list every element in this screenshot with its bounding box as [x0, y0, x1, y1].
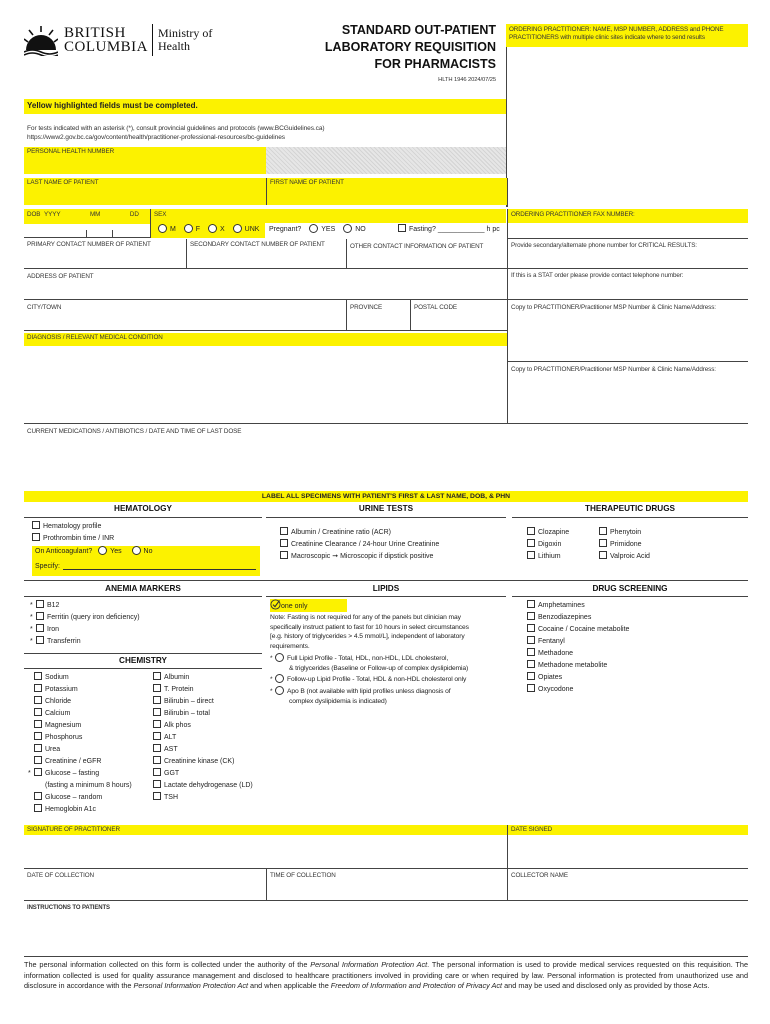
- sex-f-radio[interactable]: F: [184, 226, 200, 233]
- yellow-notice: Yellow highlighted fields must be completed.: [24, 99, 506, 114]
- valproic-acid-checkbox[interactable]: Valproic Acid: [599, 551, 650, 563]
- sodium-checkbox[interactable]: Sodium: [28, 672, 132, 684]
- phn-hatch: [266, 147, 506, 174]
- title-line2: LABORATORY REQUISITION: [324, 40, 496, 54]
- chloride-checkbox[interactable]: Chloride: [28, 696, 132, 708]
- ck-checkbox[interactable]: Creatinine kinase (CK): [153, 756, 253, 768]
- calcium-checkbox[interactable]: Calcium: [28, 708, 132, 720]
- stat-phone-field[interactable]: If this is a STAT order please provide contact telephone number:: [507, 269, 748, 300]
- digoxin-checkbox[interactable]: Digoxin: [527, 539, 569, 551]
- fentanyl-checkbox[interactable]: Fentanyl: [527, 636, 629, 648]
- phn-field[interactable]: PERSONAL HEALTH NUMBER: [24, 147, 266, 174]
- pregnant-no-radio[interactable]: NO: [343, 226, 366, 233]
- drug-screening-list: [527, 600, 629, 696]
- cocaine-checkbox[interactable]: Cocaine / Cocaine metabolite: [527, 624, 629, 636]
- date-signed-field[interactable]: DATE SIGNED: [507, 825, 748, 835]
- phosphorus-checkbox[interactable]: Phosphorus: [28, 732, 132, 744]
- followup-lipid-profile-radio[interactable]: * Follow-up Lipid Profile - Total, HDL & non-HDL cholesterol only: [270, 676, 467, 683]
- hematology-heading: HEMATOLOGY: [24, 504, 262, 518]
- date-of-collection-field[interactable]: DATE OF COLLECTION: [24, 869, 266, 901]
- copy-to-practitioner-2[interactable]: Copy to PRACTITIONER/Practitioner MSP Number & Clinic Name/Address:: [507, 362, 748, 424]
- t-protein-checkbox[interactable]: T. Protein: [153, 684, 253, 696]
- sex-unk-radio[interactable]: UNK: [233, 226, 260, 233]
- hba1c-checkbox[interactable]: Hemoglobin A1c: [28, 804, 132, 816]
- urea-checkbox[interactable]: Urea: [28, 744, 132, 756]
- glucose-random-checkbox[interactable]: Glucose – random: [28, 792, 132, 804]
- ggt-checkbox[interactable]: GGT: [153, 768, 253, 780]
- clozapine-checkbox[interactable]: Clozapine: [527, 527, 569, 539]
- amphetamines-checkbox[interactable]: Amphetamines: [527, 600, 629, 612]
- acr-checkbox[interactable]: Albumin / Creatinine ratio (ACR): [280, 527, 439, 539]
- fax-field[interactable]: ORDERING PRACTITIONER FAX NUMBER:: [507, 209, 748, 223]
- potassium-checkbox[interactable]: Potassium: [28, 684, 132, 696]
- one-only-note: one only: [270, 599, 508, 612]
- title-line1: STANDARD OUT-PATIENT: [341, 23, 496, 37]
- therapeutic-drugs-heading: THERAPEUTIC DRUGS: [512, 504, 748, 518]
- chemistry-heading: CHEMISTRY: [24, 656, 262, 669]
- address-field[interactable]: ADDRESS OF PATIENT: [24, 269, 507, 300]
- specify-field[interactable]: Specify:: [32, 561, 260, 573]
- alk-phos-checkbox[interactable]: Alk phos: [153, 720, 253, 732]
- anticoag-yes-radio[interactable]: Yes: [98, 548, 121, 555]
- methadone-checkbox[interactable]: Methadone: [527, 648, 629, 660]
- first-name-field[interactable]: FIRST NAME OF PATIENT: [266, 178, 507, 205]
- oxycodone-checkbox[interactable]: Oxycodone: [527, 684, 629, 696]
- ministry-line2: Health: [158, 39, 190, 53]
- org-name-line2: COLUMBIA: [64, 39, 149, 55]
- tsh-checkbox[interactable]: TSH: [153, 792, 253, 804]
- lipid-fasting-note: Note: Fasting is not required for any of the panels but clinician may specifically instruct patient to fast for 10 hours in select circumstances [e.g. history of triglycerides > 4.5 mmol/L], independent of laboratory requirements.: [270, 614, 469, 650]
- albumin-checkbox[interactable]: Albumin: [153, 672, 253, 684]
- copy-to-practitioner-1[interactable]: Copy to PRACTITIONER/Practitioner MSP Number & Clinic Name/Address:: [507, 300, 748, 362]
- bc-sun-logo-icon: [24, 26, 58, 56]
- bilirubin-total-checkbox[interactable]: Bilirubin – total: [153, 708, 253, 720]
- instructions-field[interactable]: INSTRUCTIONS TO PATIENTS: [24, 901, 748, 957]
- sex-x-radio[interactable]: X: [208, 226, 225, 233]
- critical-results-field[interactable]: Provide secondary/alternate phone number for CRITICAL RESULTS:: [507, 239, 748, 269]
- lipids-section: [270, 599, 508, 707]
- last-name-field[interactable]: LAST NAME OF PATIENT: [24, 178, 266, 205]
- drug-screening-heading: DRUG SCREENING: [512, 584, 748, 597]
- methadone-metabolite-checkbox[interactable]: Methadone metabolite: [527, 660, 629, 672]
- sex-field: SEX: [150, 209, 506, 223]
- ast-checkbox[interactable]: AST: [153, 744, 253, 756]
- chemistry-col2: [153, 672, 253, 804]
- bilirubin-direct-checkbox[interactable]: Bilirubin – direct: [153, 696, 253, 708]
- collector-name-field[interactable]: COLLECTOR NAME: [507, 869, 748, 901]
- full-lipid-profile-radio[interactable]: * Full Lipid Profile - Total, HDL, non-HDL, LDL cholesterol, & triglycerides (Baseline or Follow-up of complex dyslipidemia): [270, 655, 469, 672]
- anticoagulant-field: On Anticoagulant? Yes No Specify:: [32, 546, 260, 576]
- dob-field[interactable]: DOB YYYY MM DD: [24, 209, 150, 224]
- pregnant-yes-radio[interactable]: YES: [309, 226, 335, 233]
- org-name-line1: BRITISH: [64, 25, 126, 41]
- primary-contact-field[interactable]: PRIMARY CONTACT NUMBER OF PATIENT: [24, 239, 186, 269]
- magnesium-checkbox[interactable]: Magnesium: [28, 720, 132, 732]
- prothrombin-checkbox[interactable]: Prothrombin time / INR: [32, 533, 114, 545]
- fasting-field[interactable]: Fasting? ____________ h pc: [398, 224, 500, 236]
- city-field[interactable]: CITY/TOWN: [24, 300, 346, 331]
- arrow-right-icon: ➞: [332, 553, 339, 560]
- alt-checkbox[interactable]: ALT: [153, 732, 253, 744]
- transferrin-checkbox[interactable]: * Transferrin: [30, 638, 81, 645]
- checkmark-circle-icon: [270, 599, 281, 610]
- title-line3: FOR PHARMACISTS: [374, 57, 496, 71]
- lipids-heading: LIPIDS: [266, 584, 506, 597]
- postal-code-field[interactable]: POSTAL CODE: [410, 300, 507, 331]
- creatinine-clearance-checkbox[interactable]: Creatinine Clearance / 24-hour Urine Creatinine: [280, 539, 439, 551]
- bc-logo: [24, 24, 224, 60]
- privacy-notice: The personal information collected on this form is collected under the authority of the Personal Information Protection Act. The personal information is used to provide medical services requested on this requisition. The information collected is used for quality assurance management and disclosed to healthcare practitioners involved in providing care or when required by law. Personal information is protected from unauthorized use and disclosure in accordance with the Personal Information Protection Act and when applicable the Freedom of Information and Protection of Privacy Act and may be used and disclosed only as provided by those Acts.: [24, 960, 748, 991]
- lithium-checkbox[interactable]: Lithium: [527, 551, 569, 563]
- macroscopic-checkbox[interactable]: Macroscopic ➞ Microscopic if dipstick positive: [280, 551, 439, 563]
- phenytoin-checkbox[interactable]: Phenytoin: [599, 527, 650, 539]
- opiates-checkbox[interactable]: Opiates: [527, 672, 629, 684]
- medications-field[interactable]: CURRENT MEDICATIONS / ANTIBIOTICS / DATE AND TIME OF LAST DOSE: [27, 428, 242, 435]
- other-contact-field[interactable]: OTHER CONTACT INFORMATION OF PATIENT: [346, 239, 507, 269]
- iron-checkbox[interactable]: * Iron: [30, 626, 60, 633]
- sex-options: [158, 224, 259, 236]
- benzodiazepines-checkbox[interactable]: Benzodiazepines: [527, 612, 629, 624]
- form-title: [290, 22, 496, 73]
- ordering-practitioner-label: ORDERING PRACTITIONER: NAME, MSP NUMBER, ADDRESS and PHONE PRACTITIONERS with multiple clinic sites indicate where to send results: [509, 26, 724, 41]
- sex-m-radio[interactable]: M: [158, 226, 176, 233]
- chemistry-col1: [28, 672, 132, 816]
- urine-tests-heading: URINE TESTS: [266, 504, 506, 518]
- pregnant-question: Pregnant? YES NO: [269, 226, 366, 233]
- time-of-collection-field[interactable]: TIME OF COLLECTION: [266, 869, 507, 901]
- primidone-checkbox[interactable]: Primidone: [599, 539, 650, 551]
- secondary-contact-field[interactable]: SECONDARY CONTACT NUMBER OF PATIENT: [186, 239, 346, 269]
- hematology-profile-checkbox[interactable]: Hematology profile: [32, 521, 114, 533]
- guidelines-text: For tests indicated with an asterisk (*), consult provincial guidelines and protocols (www.BCGuidelines.ca) https://www2.gov.bc.ca/gov/content/health/practitioner-professional-resources/bc-guidelines: [27, 125, 325, 141]
- form-code: HLTH 1946 2024/07/25: [438, 77, 496, 83]
- ordering-practitioner-field[interactable]: [506, 24, 748, 47]
- diagnosis-field[interactable]: DIAGNOSIS / RELEVANT MEDICAL CONDITION: [24, 333, 507, 346]
- ferritin-checkbox[interactable]: * Ferritin (query iron deficiency): [30, 614, 140, 621]
- anemia-markers-heading: ANEMIA MARKERS: [24, 584, 262, 597]
- label-banner: LABEL ALL SPECIMENS WITH PATIENT'S FIRST & LAST NAME, DOB, & PHN: [24, 491, 748, 502]
- b12-checkbox[interactable]: * B12: [30, 602, 60, 609]
- signature-field[interactable]: SIGNATURE OF PRACTITIONER: [24, 825, 507, 835]
- fasting-checkbox[interactable]: [398, 224, 406, 232]
- ministry-line1: Ministry of: [158, 26, 213, 40]
- ld-checkbox[interactable]: Lactate dehydrogenase (LD): [153, 780, 253, 792]
- province-field[interactable]: PROVINCE: [346, 300, 410, 331]
- apo-b-radio[interactable]: * Apo B (not available with lipid profiles unless diagnosis of complex dyslipidemia is indicated): [270, 688, 451, 705]
- dob-label: DOB: [27, 211, 41, 218]
- creatinine-egfr-checkbox[interactable]: Creatinine / eGFR: [28, 756, 132, 768]
- anticoag-no-radio[interactable]: No: [132, 548, 153, 555]
- glucose-fasting-note: (fasting a minimum 8 hours): [45, 782, 132, 789]
- glucose-fasting-checkbox[interactable]: * Glucose – fasting: [28, 770, 100, 777]
